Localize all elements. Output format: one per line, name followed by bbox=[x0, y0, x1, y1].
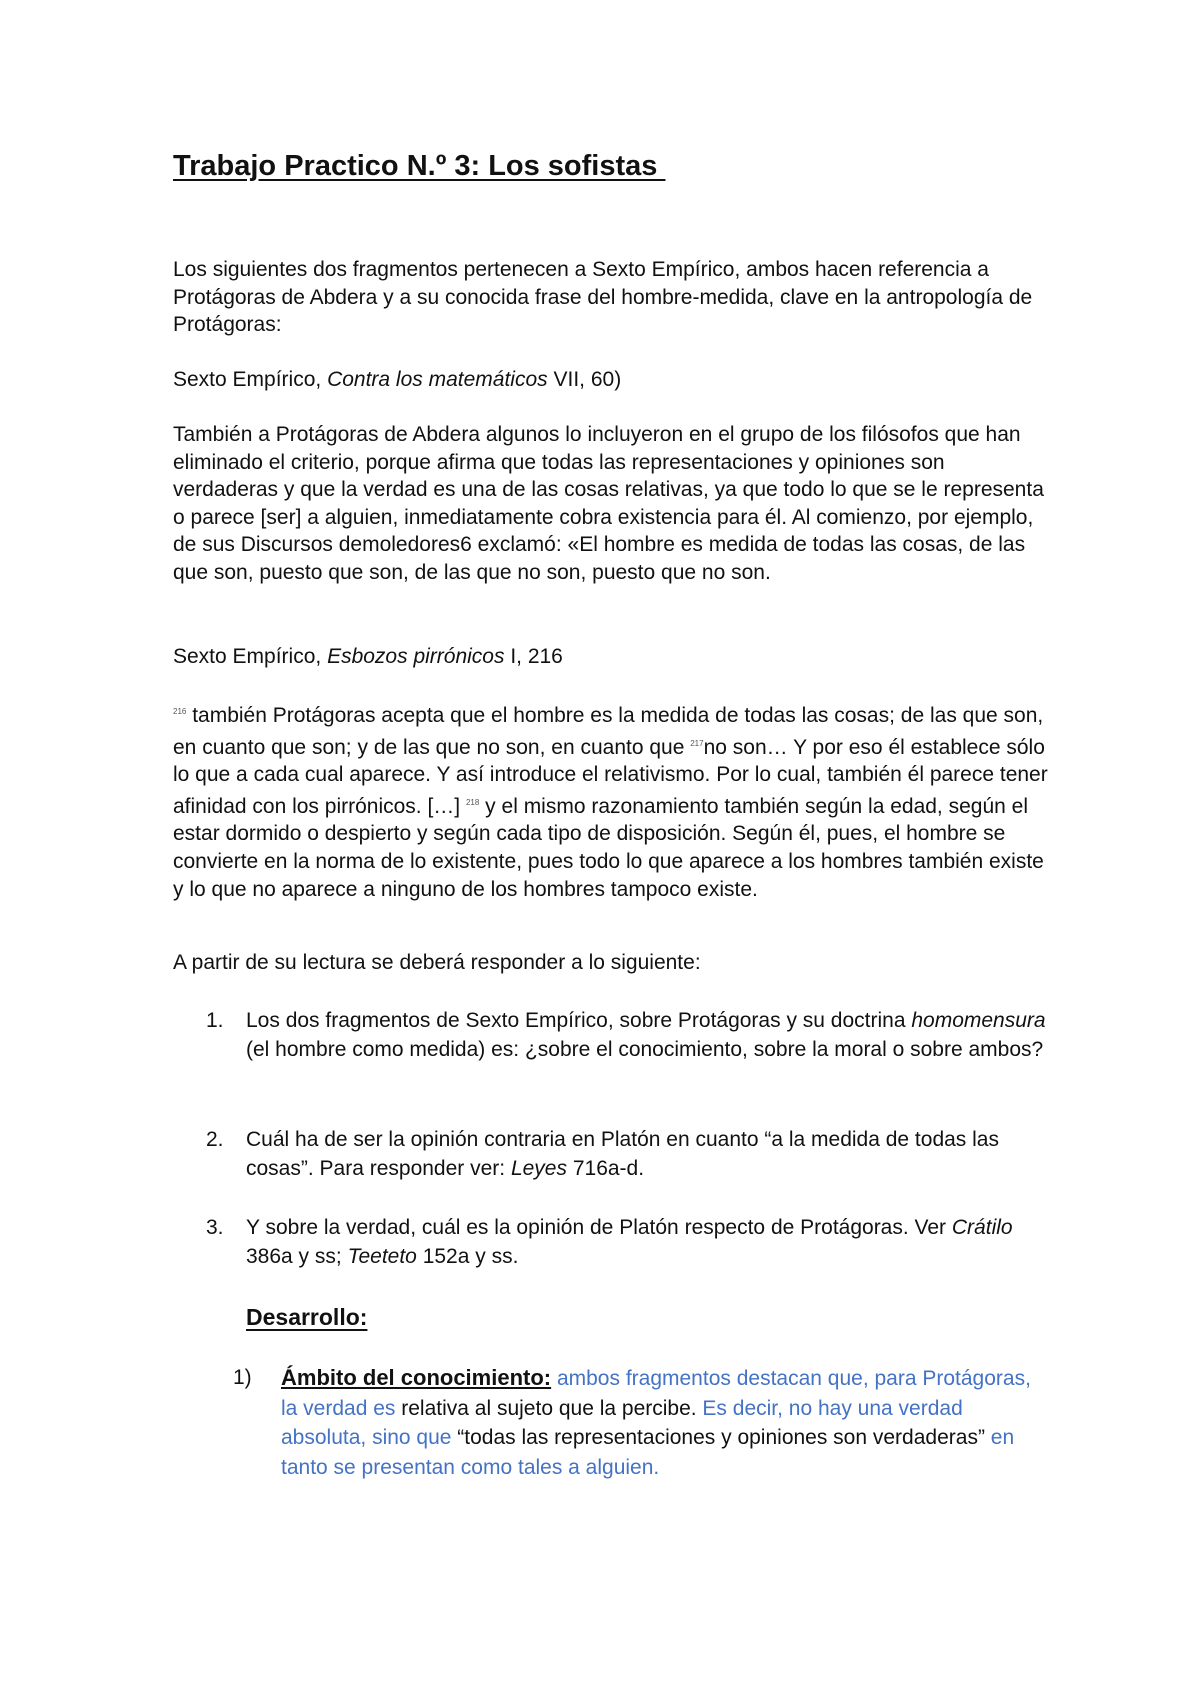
question-item bbox=[206, 1125, 1056, 1183]
section-marker: 217 bbox=[690, 738, 704, 748]
source-author: Sexto Empírico, bbox=[173, 645, 328, 668]
question-emphasis: Crátilo bbox=[951, 1216, 1013, 1239]
question-item bbox=[206, 1213, 1056, 1271]
fragment-2-paragraph bbox=[173, 698, 1053, 903]
question-emphasis: Leyes bbox=[510, 1157, 567, 1180]
section-marker: 216 bbox=[173, 707, 187, 716]
question-text bbox=[246, 1006, 1056, 1064]
source-work-title: Esbozos pirrónicos bbox=[327, 645, 505, 668]
question-text-part: 386a y ss; bbox=[246, 1245, 348, 1268]
fragment-text: y el mismo razonamiento también según la edad, según el estar dormido o despierto y según cada tipo de disposición. Según él, pues, el hombre se convierte en la norma de lo existente, pues todo lo que aparece a los hombres también existe y lo que no aparece a ninguno de los hombres tampoco existe. bbox=[173, 794, 1044, 901]
answer-text-part: ambos fragmentos destacan que, para Protágoras, la verdad es bbox=[281, 1367, 1031, 1420]
source-author: Sexto Empírico, bbox=[173, 368, 328, 391]
fragment-text: también Protágoras acepta que el hombre es la medida de todas las cosas; de las que son, en cuanto que son; y de las que no son, en cuanto que bbox=[173, 704, 1044, 759]
question-item bbox=[206, 1006, 1056, 1064]
source-citation-1 bbox=[173, 366, 1053, 394]
question-text bbox=[246, 1213, 1056, 1271]
answer-text-part: en tanto se presentan como tales a alguien. bbox=[281, 1426, 1015, 1479]
questions-prompt: A partir de su lectura se deberá responder a lo siguiente: bbox=[173, 951, 701, 974]
answer-item bbox=[233, 1363, 1053, 1482]
page-title: Trabajo Practico N.º 3: Los sofistas bbox=[173, 150, 666, 182]
answer-text-part: Es decir, no hay una verdad absoluta, sino que bbox=[281, 1396, 963, 1449]
question-number: 1. bbox=[206, 1009, 224, 1032]
answer-text bbox=[281, 1363, 1053, 1482]
answer-number: 1) bbox=[233, 1366, 252, 1389]
source-reference: I, 216 bbox=[504, 645, 563, 668]
question-text-part: Y sobre la verdad, cuál es la opinión de Platón respecto de Protágoras. Ver bbox=[246, 1216, 952, 1239]
question-emphasis: homomensura bbox=[911, 1009, 1046, 1032]
question-text-part: Los dos fragmentos de Sexto Empírico, sobre Protágoras y su doctrina bbox=[246, 1009, 912, 1032]
question-number: 3. bbox=[206, 1216, 224, 1239]
question-text-part: Cuál ha de ser la opinión contraria en Platón en cuanto “a la medida de todas las cosas”. Para responder ver: bbox=[246, 1128, 999, 1180]
answer-quote: “todas las representaciones y opiniones son verdaderas” bbox=[457, 1426, 985, 1449]
question-emphasis: Teeteto bbox=[347, 1245, 417, 1268]
intro-paragraph: Los siguientes dos fragmentos pertenecen a Sexto Empírico, ambos hacen referencia a Protágoras de Abdera y a su conocida frase del hombre-medida, clave en la antropología de Protágoras: bbox=[173, 258, 1033, 337]
source-reference: VII, 60) bbox=[547, 368, 622, 391]
section-marker: 218 bbox=[465, 797, 480, 807]
source-work-title: Contra los matemáticos bbox=[327, 368, 548, 391]
answer-heading: Ámbito del conocimiento: bbox=[281, 1365, 552, 1390]
source-citation-2 bbox=[173, 643, 1053, 671]
question-text-part: (el hombre como medida) es: ¿sobre el conocimiento, sobre la moral o sobre ambos? bbox=[246, 1038, 1044, 1061]
fragment-text: no son… Y por eso él establece sólo lo que a cada cual aparece. Y así introduce el relativismo. Por lo cual, también él parece tener afinidad con los pirrónicos. […] bbox=[173, 735, 1048, 818]
development-heading: Desarrollo: bbox=[246, 1304, 368, 1330]
question-number: 2. bbox=[206, 1128, 224, 1151]
question-text bbox=[246, 1125, 1056, 1183]
fragment-1-paragraph: También a Protágoras de Abdera algunos lo incluyeron en el grupo de los filósofos que han eliminado el criterio, porque afirma que todas las representaciones y opiniones son verdaderas y que la verdad es una de las cosas relativas, ya que todo lo que se le representa o parece [ser] a alguien, inmediatamente cobra existencia para él. Al comienzo, por ejemplo, de sus Discursos demoledores6 exclamó: «El hombre es medida de todas las cosas, de las que son, puesto que son, de las que no son, puesto que no son. bbox=[173, 423, 1044, 584]
question-text-part: 152a y ss. bbox=[416, 1245, 519, 1268]
question-text-part: 716a-d. bbox=[567, 1157, 645, 1180]
answer-text-part: relativa al sujeto que la percibe. bbox=[401, 1396, 697, 1420]
